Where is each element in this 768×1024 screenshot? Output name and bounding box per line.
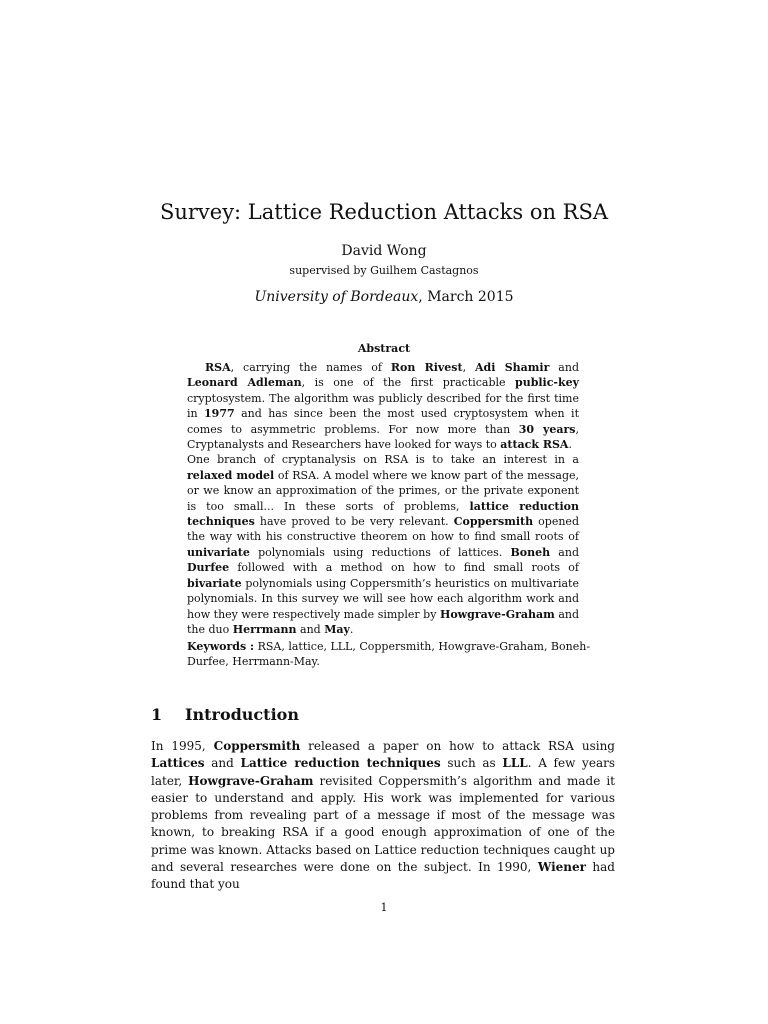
section-number: 1 (151, 705, 163, 724)
bold-term: Boneh (510, 545, 551, 559)
bold-term: LLL (502, 756, 528, 771)
bold-term: Herrmann (232, 622, 297, 636)
bold-term: Leonard Adleman (187, 376, 302, 390)
bold-term: RSA (205, 361, 231, 374)
bold-term: 1977 (204, 407, 235, 421)
bold-term: Coppersmith (213, 739, 301, 753)
introduction-paragraph: In 1995, Coppersmith released a paper on how to attack RSA using Lattices and Lattice reduction techniques such as LLL. A few years later, Howgrave-Graham revisited Coppersmith’s algorithm and made it easier to understand and apply. His work was implemented for various problems from revealing part of a message if most of the message was known, to breaking RSA if a good enough approximation of one of the prime was known. Attacks based on Lattice reduction techniques caught up and several researches were done on the subject. In 1990, Wiener had found that you (151, 739, 615, 892)
publication-date: March 2015 (427, 289, 514, 305)
bold-term: Lattice reduction techniques (240, 756, 441, 771)
abstract-paragraph-1: RSA, carrying the names of Ron Rivest, Adi Shamir and Leonard Adleman, is one of the first practicable public-key cryptosystem. The algorithm was publicly described for the first time in 1977 and has since been the most used cryptosystem when it comes to asymmetric problems. For now more than 30 years, Cryptanalysts and Researchers have looked for ways to attack RSA. (187, 361, 580, 452)
bold-term: Lattices (151, 756, 205, 771)
bold-term: public-key (515, 376, 580, 390)
section-heading (151, 705, 299, 724)
institution-name: University of Bordeaux (254, 289, 419, 305)
bold-term: Coppersmith (453, 515, 534, 529)
bold-term: univariate (187, 545, 250, 559)
keywords-line: Keywords : RSA, lattice, LLL, Coppersmith, Howgrave-Graham, Boneh-Durfee, Herrmann-May. (187, 640, 591, 669)
bold-term: Howgrave-Graham (439, 607, 555, 621)
abstract-paragraph-2: One branch of cryptanalysis on RSA is to take an interest in a relaxed model of RSA. A model where we know part of the message, or we know an approximation of the primes, or the private exponent is too small... In these sorts of problems, lattice reduction techniques have proved to be very relevant. Coppersmith opened the way with his constructive theorem on how to find small roots of univariate polynomials using reductions of lattices. Boneh and Durfee followed with a method on how to find small roots of bivariate polynomials using Coppersmith’s heuristics on multivariate polynomials. In this survey we will see how each algorithm work and how they were respectively made simpler by Howgrave-Graham and the duo Herrmann and May. (187, 453, 580, 636)
abstract-heading: Abstract (357, 342, 411, 355)
author-name: David Wong (341, 243, 427, 259)
affiliation-line (0, 289, 768, 305)
bold-term: bivariate (187, 576, 242, 590)
bold-term: relaxed model (187, 468, 275, 482)
bold-term: Adi Shamir (475, 361, 550, 374)
bold-term: May (324, 622, 350, 636)
bold-term: Wiener (537, 860, 586, 875)
bold-term: Ron Rivest (390, 361, 463, 374)
section-title: Introduction (185, 705, 299, 724)
bold-term: Durfee (187, 561, 230, 575)
bold-term: 30 years (518, 422, 576, 436)
abstract-body (187, 360, 579, 637)
paper-title: Survey: Lattice Reduction Attacks on RSA (159, 200, 609, 224)
bold-term: Howgrave-Graham (188, 773, 314, 788)
bold-term: Keywords : (187, 640, 255, 653)
bold-term: lattice reduction techniques (187, 499, 579, 529)
affiliation-separator: , (418, 289, 428, 305)
supervisor-line: supervised by Guilhem Castagnos (289, 264, 479, 277)
bold-term: attack RSA (500, 438, 569, 452)
page-number: 1 (380, 901, 388, 914)
